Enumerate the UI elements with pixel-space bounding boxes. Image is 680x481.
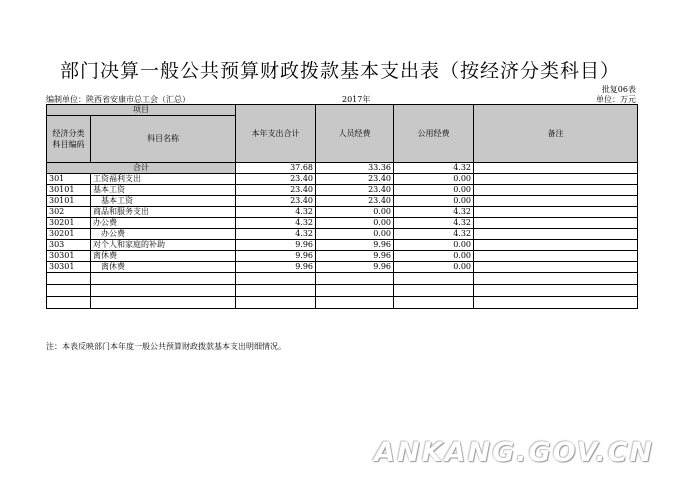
- table-row: [47, 240, 638, 251]
- footnote: 注：本表反映部门本年度一般公共预算财政拨款基本支出明细情况。: [46, 342, 286, 351]
- header-personnel: 人员经费: [316, 105, 394, 163]
- empty-row: [47, 297, 638, 309]
- row-public: 0.00: [394, 251, 474, 262]
- row-remark: [474, 229, 638, 240]
- form-number: 批复06表: [601, 85, 636, 94]
- row-public: 4.32: [394, 207, 474, 218]
- money-unit: 单位：万元: [596, 95, 636, 104]
- row-remark: [474, 185, 638, 196]
- row-code: 30301: [47, 262, 91, 273]
- table-row: [47, 229, 638, 240]
- row-public: 0.00: [394, 174, 474, 185]
- total-row: [47, 163, 638, 174]
- total-amount: 37.68: [236, 163, 316, 174]
- expense-table: [46, 104, 638, 309]
- empty-row: [47, 273, 638, 285]
- row-personnel: 0.00: [316, 218, 394, 229]
- table-row: [47, 251, 638, 262]
- row-name: 基本工资: [91, 185, 236, 196]
- table-row: [47, 185, 638, 196]
- row-total: 23.40: [236, 185, 316, 196]
- row-name: 对个人和家庭的补助: [91, 240, 236, 251]
- row-code: 30101: [47, 185, 91, 196]
- row-name: 办公费: [91, 218, 236, 229]
- row-public: 0.00: [394, 262, 474, 273]
- row-code: 301: [47, 174, 91, 185]
- row-name: 离休费: [91, 251, 236, 262]
- unit-label: 编制单位：陕西省安康市总工会（汇总）: [46, 95, 190, 104]
- table-row: [47, 196, 638, 207]
- row-total: 9.96: [236, 262, 316, 273]
- row-remark: [474, 251, 638, 262]
- row-total: 23.40: [236, 196, 316, 207]
- row-code: 30101: [47, 196, 91, 207]
- row-code: 30301: [47, 251, 91, 262]
- row-remark: [474, 240, 638, 251]
- row-remark: [474, 218, 638, 229]
- row-personnel: 9.96: [316, 240, 394, 251]
- row-total: 4.32: [236, 229, 316, 240]
- row-public: 4.32: [394, 218, 474, 229]
- page-title: 部门决算一般公共预算财政拨款基本支出表（按经济分类科目）: [59, 60, 620, 82]
- row-public: 4.32: [394, 229, 474, 240]
- table-row: [47, 174, 638, 185]
- total-public: 4.32: [394, 163, 474, 174]
- table-row: [47, 218, 638, 229]
- header-remark: 备注: [474, 105, 638, 163]
- row-public: 0.00: [394, 185, 474, 196]
- row-personnel: 23.40: [316, 174, 394, 185]
- row-code: 30201: [47, 218, 91, 229]
- header-project: 项目: [47, 105, 236, 116]
- row-total: 4.32: [236, 218, 316, 229]
- total-remark: [474, 163, 638, 174]
- row-name: 办公费: [91, 229, 236, 240]
- row-public: 0.00: [394, 240, 474, 251]
- table-row: [47, 262, 638, 273]
- row-code: 302: [47, 207, 91, 218]
- row-personnel: 9.96: [316, 262, 394, 273]
- row-public: 0.00: [394, 196, 474, 207]
- row-personnel: 9.96: [316, 251, 394, 262]
- row-name: 工资福利支出: [91, 174, 236, 185]
- header-public: 公用经费: [394, 105, 474, 163]
- row-personnel: 23.40: [316, 185, 394, 196]
- row-code: 30201: [47, 229, 91, 240]
- total-personnel: 33.36: [316, 163, 394, 174]
- row-total: 4.32: [236, 207, 316, 218]
- header-total: 本年支出合计: [236, 105, 316, 163]
- total-label: 合计: [47, 163, 236, 174]
- row-total: 9.96: [236, 240, 316, 251]
- table-row: [47, 207, 638, 218]
- header-code: 经济分类科目编码: [47, 116, 91, 163]
- row-personnel: 0.00: [316, 229, 394, 240]
- row-total: 23.40: [236, 174, 316, 185]
- row-remark: [474, 196, 638, 207]
- site-watermark: ANKANG.GOV.CN: [374, 437, 654, 468]
- row-personnel: 0.00: [316, 207, 394, 218]
- header-name: 科目名称: [91, 116, 236, 163]
- empty-row: [47, 285, 638, 297]
- row-name: 基本工资: [91, 196, 236, 207]
- row-code: 303: [47, 240, 91, 251]
- row-remark: [474, 262, 638, 273]
- row-total: 9.96: [236, 251, 316, 262]
- row-name: 离休费: [91, 262, 236, 273]
- row-personnel: 23.40: [316, 196, 394, 207]
- year-label: 2017年: [342, 95, 371, 104]
- row-remark: [474, 174, 638, 185]
- row-remark: [474, 207, 638, 218]
- row-name: 商品和服务支出: [91, 207, 236, 218]
